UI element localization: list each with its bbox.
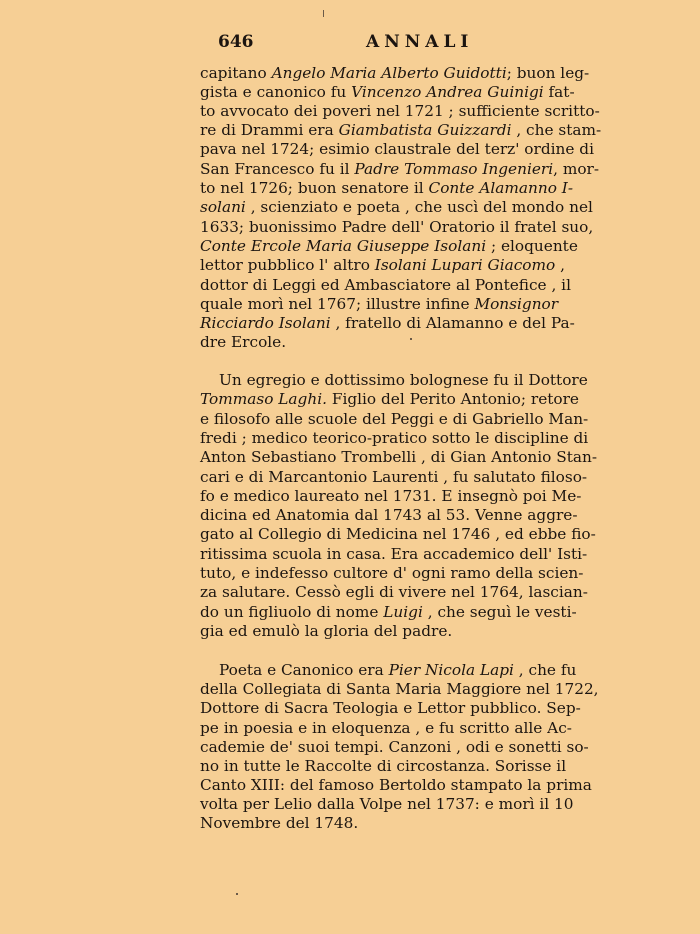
text-line xyxy=(200,583,636,602)
text-run: gia ed emulò la gloria del padre. xyxy=(200,622,453,640)
italic-name: solani xyxy=(200,198,246,216)
text-line xyxy=(200,198,636,217)
text-run: ; buon leg- xyxy=(506,64,590,82)
text-line xyxy=(200,429,636,448)
italic-name: Monsignor xyxy=(474,295,559,313)
text-run: capitano xyxy=(200,64,272,82)
text-run: pe in poesia e in eloquenza , e fu scritto alle Ac- xyxy=(200,719,572,737)
text-run: Dottore di Sacra Teologia e Lettor pubblico. Sep- xyxy=(200,699,581,717)
text-line xyxy=(200,487,636,506)
text-run: tuto, e indefesso cultore d' ogni ramo della scien- xyxy=(200,564,584,582)
paper-speck xyxy=(323,10,324,17)
text-run: re di Drammi era xyxy=(200,121,339,139)
text-run: dre Ercole. xyxy=(200,333,287,351)
text-run: lettor pubblico l' altro xyxy=(200,256,375,274)
text-run: fo e medico laureato nel 1731. E insegnò poi Me- xyxy=(200,487,582,505)
text-run: volta per Lelio dalla Volpe nel 1737: e morì il 10 xyxy=(200,795,574,813)
running-header xyxy=(218,32,518,56)
text-line xyxy=(200,622,636,641)
text-run: fat- xyxy=(543,83,575,101)
text-run: Poeta e Canonico era xyxy=(219,661,389,679)
text-run: Novembre del 1748. xyxy=(200,814,359,832)
text-run: quale morì nel 1767; illustre infine xyxy=(200,295,475,313)
text-line xyxy=(200,468,636,487)
text-line xyxy=(200,102,636,121)
text-run: to avvocato dei poveri nel 1721 ; sufficiente scritto- xyxy=(200,102,600,120)
italic-name: Luigi xyxy=(383,603,423,621)
text-run: gista e canonico fu xyxy=(200,83,352,101)
text-run: e filosofo alle scuole del Peggi e di Gabriello Man- xyxy=(200,410,589,428)
text-line xyxy=(200,390,636,409)
text-run: Canto XIII: del famoso Bertoldo stampato la prima xyxy=(200,776,592,794)
text-line xyxy=(200,410,636,429)
text-line xyxy=(200,603,636,622)
text-line xyxy=(200,295,636,314)
italic-name: Padre Tommaso Ingenieri xyxy=(354,160,554,178)
text-line xyxy=(200,218,636,237)
text-line xyxy=(200,776,636,795)
paper-speck xyxy=(236,893,238,895)
text-line xyxy=(200,314,636,333)
text-run: Anton Sebastiano Trombelli , di Gian Antonio Stan- xyxy=(200,448,598,466)
text-run: dottor di Leggi ed Ambasciatore al Pontefice , il xyxy=(200,276,571,294)
text-line xyxy=(200,525,636,544)
text-run: pava nel 1724; esimio claustrale del terz' ordine di xyxy=(200,140,594,158)
text-line xyxy=(200,160,636,179)
text-line xyxy=(219,371,636,390)
text-line xyxy=(200,564,636,583)
text-run: , che fu xyxy=(513,661,577,679)
text-run: , che seguì le vesti- xyxy=(422,603,577,621)
text-line xyxy=(200,256,636,275)
text-run: , che stam- xyxy=(511,121,602,139)
text-line xyxy=(200,121,636,140)
text-line xyxy=(200,83,636,102)
text-line xyxy=(200,179,636,198)
text-line xyxy=(200,545,636,564)
text-line xyxy=(200,814,636,833)
text-run: , xyxy=(555,256,565,274)
running-title: ANNALI xyxy=(366,32,474,52)
text-line xyxy=(219,661,636,680)
text-run: to nel 1726; buon senatore il xyxy=(200,179,429,197)
text-run: Un egregio e dottissimo bolognese fu il Dottore xyxy=(219,371,588,389)
text-run: , scienziato e poeta , che uscì del mondo nel xyxy=(245,198,593,216)
italic-name: Angelo Maria Alberto Guidotti xyxy=(271,64,507,82)
italic-name: Pier Nicola Lapi xyxy=(388,661,514,679)
text-run: za salutare. Cessò egli di vivere nel 1764, lascian- xyxy=(200,583,588,601)
italic-name: Conte Alamanno I- xyxy=(428,179,573,197)
text-run: fredi ; medico teorico-pratico sotto le discipline di xyxy=(200,429,589,447)
text-run: gato al Collegio di Medicina nel 1746 , ed ebbe fio- xyxy=(200,525,596,543)
text-line xyxy=(200,237,636,256)
text-run: , fratello di Alamanno e del Pa- xyxy=(330,314,575,332)
italic-name: Isolani Lupari Giacomo xyxy=(374,256,556,274)
text-run: cademie de' suoi tempi. Canzoni , odi e sonetti so- xyxy=(200,738,589,756)
text-run: dicina ed Anatomia dal 1743 al 53. Venne aggre- xyxy=(200,506,578,524)
text-run: ; eloquente xyxy=(486,237,578,255)
text-run: do un figliuolo di nome xyxy=(200,603,384,621)
italic-name: Vincenzo Andrea Guinigi xyxy=(351,83,544,101)
text-line xyxy=(200,448,636,467)
text-line xyxy=(200,738,636,757)
text-run: , mor- xyxy=(553,160,600,178)
text-run: 1633; buonissimo Padre dell' Oratorio il fratel suo, xyxy=(200,218,594,236)
text-line xyxy=(200,506,636,525)
text-line xyxy=(200,757,636,776)
text-run: San Francesco fu il xyxy=(200,160,355,178)
text-run: della Collegiata di Santa Maria Maggiore nel 1722, xyxy=(200,680,599,698)
text-line xyxy=(200,795,636,814)
italic-name: Conte Ercole Maria Giuseppe Isolani xyxy=(200,237,487,255)
italic-name: Ricciardo Isolani xyxy=(200,314,331,332)
text-line xyxy=(200,276,636,295)
text-run: Figlio del Perito Antonio; retore xyxy=(326,390,579,408)
page-number: 646 xyxy=(218,32,254,52)
text-run: ritissima scuola in casa. Era accademico dell' Isti- xyxy=(200,545,588,563)
text-run: no in tutte le Raccolte di circostanza. Sorisse il xyxy=(200,757,567,775)
text-line xyxy=(200,719,636,738)
text-run: cari e di Marcantonio Laurenti , fu salutato filoso- xyxy=(200,468,588,486)
text-line xyxy=(200,680,636,699)
text-line xyxy=(200,140,636,159)
italic-name: Giambatista Guizzardi xyxy=(338,121,512,139)
text-line xyxy=(200,699,636,718)
italic-name: Tommaso Laghi. xyxy=(200,390,327,408)
text-line xyxy=(200,64,636,83)
text-line xyxy=(200,333,636,352)
